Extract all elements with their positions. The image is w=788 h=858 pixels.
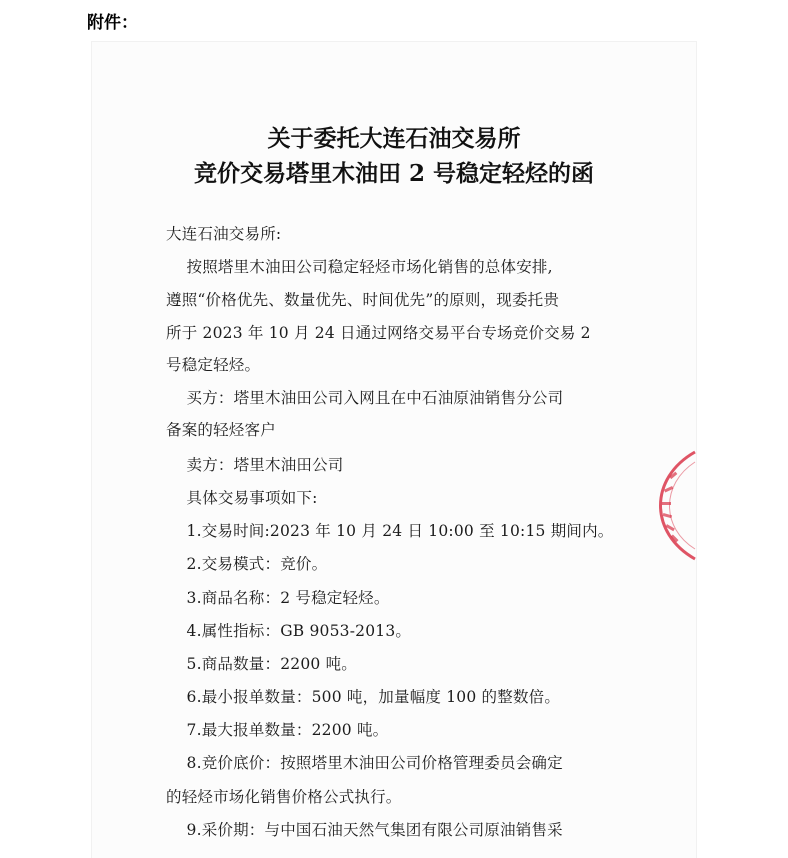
body-line: 9.采价期：与中国石油天然气集团有限公司原油销售采: [166, 821, 563, 839]
body-line: 所于 2023 年 10 月 24 日通过网络交易平台专场竞价交易 2: [166, 324, 591, 342]
body-line: 大连石油交易所:: [166, 225, 282, 243]
letter-title-line-2: 竞价交易塔里木油田 2 号稳定轻烃的函: [193, 160, 595, 187]
body-line: 的轻烃市场化销售价格公式执行。: [166, 788, 402, 806]
body-line: 备案的轻烃客户: [166, 421, 276, 439]
body-line: 5.商品数量：2200 吨。: [166, 655, 357, 673]
body-line: 8.竞价底价：按照塔里木油田公司价格管理委员会确定: [166, 754, 563, 772]
body-line: 4.属性指标：GB 9053-2013。: [166, 622, 412, 640]
body-line: 3.商品名称：2 号稳定轻烃。: [166, 589, 390, 607]
letter-title-line-1: 关于委托大连石油交易所: [267, 125, 521, 152]
attachment-label: 附件：: [87, 13, 138, 33]
body-line: 6.最小报单数量：500 吨，加量幅度 100 的整数倍。: [166, 688, 561, 706]
body-line: 号稳定轻烃。: [166, 356, 261, 374]
body-line: 遵照“价格优先、数量优先、时间优先”的原则，现委托贵: [166, 291, 560, 309]
body-line: 买方：塔里木油田公司入网且在中石油原油销售分公司: [166, 389, 564, 407]
body-line: 2.交易模式：竞价。: [166, 555, 328, 573]
body-line: 按照塔里木油田公司稳定轻烃市场化销售的总体安排,: [166, 258, 553, 276]
body-line: 7.最大报单数量：2200 吨。: [166, 721, 389, 739]
body-line: 卖方：塔里木油田公司: [166, 456, 344, 474]
red-seal-stamp-icon: [655, 448, 697, 563]
body-line: 具体交易事项如下:: [166, 489, 318, 507]
body-line: 1.交易时间:2023 年 10 月 24 日 10:00 至 10:15 期间内。: [166, 522, 614, 540]
